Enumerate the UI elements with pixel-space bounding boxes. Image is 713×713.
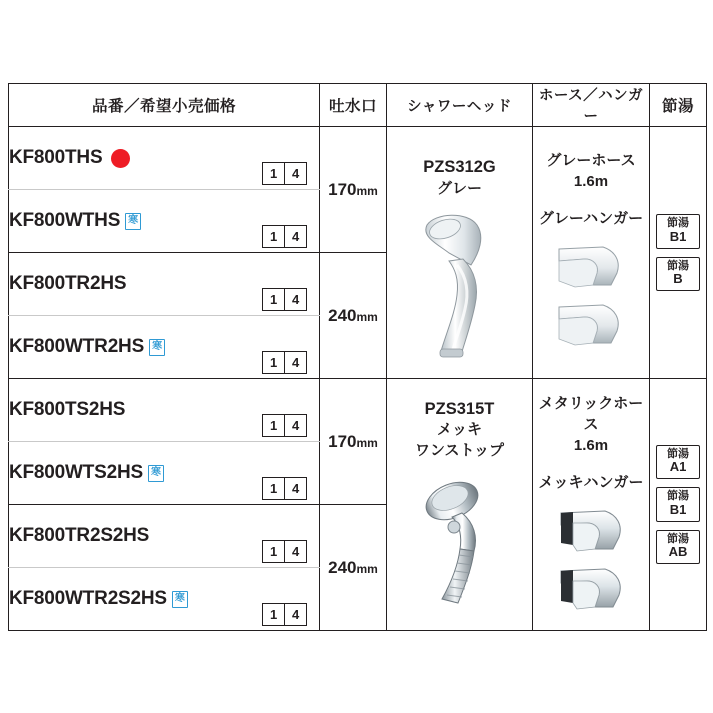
price-digit: 1 <box>262 288 285 311</box>
model-cell-kf800wtr2hs <box>9 316 320 379</box>
model-name: KF800TR2HS <box>9 273 127 294</box>
shower-head-pzs312g <box>387 127 533 379</box>
water-saving-group-2 <box>650 379 707 631</box>
hanger-chrome-image <box>533 505 649 623</box>
model-name: KF800WTHS <box>9 210 121 231</box>
cold-region-badge: 寒 <box>148 465 164 482</box>
price-digit: 1 <box>262 351 285 374</box>
shower-head-code: PZS312G <box>423 158 496 177</box>
hose-label <box>533 142 649 200</box>
price-digit: 4 <box>285 162 307 185</box>
badge-code: B <box>673 271 683 287</box>
badge-top: 節湯 <box>667 447 689 460</box>
shower-head-grey-image <box>387 209 532 359</box>
price-digit: 4 <box>285 351 307 374</box>
price-digit: 4 <box>285 414 307 437</box>
shower-head-pzs315t <box>387 379 533 631</box>
hose-hanger-grey <box>533 127 650 379</box>
model-name: KF800WTS2HS <box>9 462 144 483</box>
shower-head-label <box>387 146 532 207</box>
hose-name: グレーホース <box>546 152 636 169</box>
badge-code: B1 <box>669 228 687 244</box>
price-boxes <box>262 162 307 185</box>
hose-name: メタリックホース <box>538 394 644 433</box>
shower-head-label <box>387 388 532 469</box>
table-row <box>9 127 707 190</box>
model-cell-kf800wths <box>9 190 320 253</box>
hose-hanger-chrome <box>533 379 650 631</box>
outlet-240-a: 240mm <box>320 253 387 379</box>
model-cell-kf800tr2hs <box>9 253 320 316</box>
shower-head-chrome-image <box>387 471 532 621</box>
table-header-row <box>9 84 707 127</box>
outlet-170-b: 170mm <box>320 379 387 505</box>
shower-head-desc-2: ワンストップ <box>414 441 505 459</box>
hose-length: 1.6m <box>573 436 609 454</box>
model-name: KF800WTR2HS <box>9 336 145 357</box>
outlet-240-b: 240mm <box>320 505 387 631</box>
price-boxes <box>262 540 307 563</box>
col-shower-head: シャワーヘッド <box>387 84 533 127</box>
status-badge <box>656 214 700 249</box>
model-cell-kf800ts2hs <box>9 379 320 442</box>
table-row <box>9 379 707 442</box>
price-boxes <box>262 351 307 374</box>
price-boxes <box>262 225 307 248</box>
badge-code: AB <box>668 544 688 560</box>
status-badge <box>656 445 700 480</box>
product-spec-table <box>8 83 707 631</box>
price-digit: 1 <box>262 162 285 185</box>
price-digit: 4 <box>285 603 307 626</box>
red-dot-icon <box>111 149 130 168</box>
col-hose-hanger: ホース／ハンガー <box>533 84 650 127</box>
badge-top: 節湯 <box>667 216 689 229</box>
cold-region-badge: 寒 <box>172 591 188 608</box>
col-water-saving: 節湯 <box>650 84 707 127</box>
model-name: KF800TR2S2HS <box>9 525 150 546</box>
badge-top: 節湯 <box>667 532 689 545</box>
shower-head-desc: メッキ <box>436 421 482 439</box>
badge-top: 節湯 <box>667 490 689 503</box>
hanger-grey-image <box>533 241 649 361</box>
status-badge <box>656 257 700 292</box>
status-badge <box>656 530 700 565</box>
hanger-name: メッキハンガー <box>538 473 644 491</box>
price-digit: 1 <box>262 414 285 437</box>
cold-region-badge: 寒 <box>149 339 165 356</box>
cold-region-badge: 寒 <box>125 213 141 230</box>
price-boxes <box>262 414 307 437</box>
price-digit: 4 <box>285 477 307 500</box>
outlet-170-a: 170mm <box>320 127 387 253</box>
model-cell-kf800tr2s2hs <box>9 505 320 568</box>
shower-head-code: PZS315T <box>424 400 495 419</box>
hose-length: 1.6m <box>573 173 609 190</box>
hose-label <box>533 385 649 464</box>
price-boxes <box>262 603 307 626</box>
col-model-price: 品番／希望小売価格 <box>9 84 320 127</box>
price-digit: 4 <box>285 225 307 248</box>
price-boxes <box>262 477 307 500</box>
status-badge <box>656 487 700 522</box>
model-name: KF800WTR2S2HS <box>9 588 167 609</box>
price-digit: 4 <box>285 540 307 563</box>
badge-top: 節湯 <box>667 259 689 272</box>
model-name: KF800TS2HS <box>9 399 126 420</box>
hanger-label <box>533 200 649 237</box>
price-digit: 1 <box>262 225 285 248</box>
hanger-name: グレーハンガー <box>538 210 644 227</box>
model-cell-kf800wtr2s2hs <box>9 568 320 631</box>
price-digit: 1 <box>262 603 285 626</box>
hanger-label <box>533 464 649 501</box>
price-digit: 1 <box>262 540 285 563</box>
badge-code: B1 <box>669 501 687 517</box>
price-boxes <box>262 288 307 311</box>
model-name: KF800THS <box>9 147 103 168</box>
model-cell-kf800ths <box>9 127 320 190</box>
shower-head-desc: グレー <box>436 179 482 197</box>
price-digit: 4 <box>285 288 307 311</box>
col-outlet: 吐水口 <box>320 84 387 127</box>
price-digit: 1 <box>262 477 285 500</box>
badge-code: A1 <box>669 459 687 475</box>
water-saving-group-1 <box>650 127 707 379</box>
model-cell-kf800wts2hs <box>9 442 320 505</box>
